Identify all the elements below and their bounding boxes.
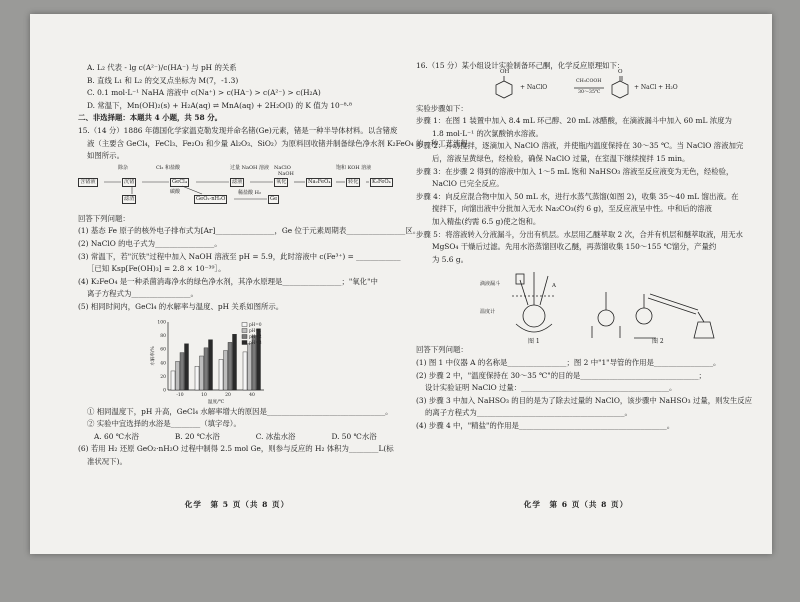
flow-box-residue: 滤渣 (124, 195, 135, 202)
bar (204, 347, 208, 389)
q15-intro-1: 15.（14 分）1886 年德国化学家温克勒发现并命名锗(Ge)元素，锗是一种半导体材料。以含锗废 (78, 125, 398, 135)
flow-label-naoh: 过量 NaOH 溶液 (230, 164, 269, 171)
legend-label: pH=3 (249, 339, 262, 345)
legend-label: pH=1 (249, 327, 262, 333)
flow-label-hydrolysis: 碳酸 (170, 188, 181, 195)
x-tick-label: 20 (225, 392, 231, 398)
flow-box-raw: 含锗液 (80, 178, 96, 185)
bar (243, 351, 247, 389)
y-tick-label: 80 (160, 333, 166, 339)
oh-group: OH (500, 68, 510, 75)
exam-sheet (30, 14, 772, 554)
flow-label-naclo: NaClO (274, 164, 291, 171)
flow-label-naoh2: NaOH (278, 170, 294, 177)
q14-option-a: A. L₂ 代表 - lg c(A²⁻)/c(HA⁻) 与 pH 的关系 (87, 63, 237, 72)
x-tick-label: -10 (176, 392, 184, 398)
bar (219, 359, 223, 390)
step-3b: NaClO 已完全反应。 (432, 179, 504, 189)
step-4c: 加入精盐(约需 6.5 g)使之饱和。 (432, 216, 541, 226)
legend-swatch (242, 334, 247, 338)
y-tick-label: 100 (157, 320, 166, 325)
bar (180, 352, 184, 389)
flow-box-ge: Ge (270, 195, 278, 202)
legend-label: pH=0 (249, 321, 262, 327)
q14-option-c: C. 0.1 mol·L⁻¹ NaHA 溶液中 c(Na⁺) > c(HA⁻) > c(A²⁻) > c(H₂A) (87, 88, 321, 98)
flow-box-k2feo4: K₂FeO₄ (372, 178, 391, 185)
y-tick-label: 60 (160, 347, 166, 353)
legend-swatch (242, 322, 247, 326)
legend-swatch (242, 340, 247, 344)
condition: 30～35℃ (578, 89, 601, 95)
reagent-naclo: + NaClO (520, 83, 548, 91)
q16-item-3: (3) 步骤 3 中加入 NaHSO₃ 的目的是为了除去过量的 NaClO，该步骤中 NaHSO₃ 过量，则发生反应 (416, 395, 753, 405)
bar (209, 339, 213, 389)
q15-item-3-ksp: ［已知 Ksp[Fe(OH)₃] = 2.8 × 10⁻³⁹］。 (87, 264, 226, 274)
step-4a: 步骤 4：向反应混合物中加入 50 mL 水，进行水蒸气蒸馏(如图 2)，收集 35～40 mL 馏出液。在 (416, 191, 739, 201)
bar (195, 366, 199, 390)
bar (228, 342, 232, 390)
q16-item-2-b: 设计实验证明 NaClO 过量：________________________________________。 (425, 383, 677, 393)
steps-title: 实验步骤如下： (416, 103, 468, 113)
step-2a: 步骤 2：开动搅拌，逐滴加入 NaClO 溶液，并使瓶内温度保持在 30～35 ℃。当 NaClO 溶液加完 (416, 141, 744, 151)
q15-sub-1: ① 相同温度下，pH 升高，GeCl₄ 水解率增大的原因是________________________________。 (87, 406, 393, 416)
q15-answer-prompt: 回答下列问题： (78, 213, 130, 223)
label-thermometer: 温度计 (480, 309, 496, 316)
q16-item-3-b: 的离子方程式为________________________________________。 (425, 408, 632, 418)
q15-item-4-eq: 离子方程式为________________。 (87, 289, 198, 299)
step-2b: 后，溶液呈黄绿色，经检验，确保 NaClO 过量，在室温下继续搅拌 15 min。 (432, 153, 690, 163)
reaction-structures (416, 73, 736, 103)
bar (233, 334, 237, 390)
products: + NaCl + H₂O (634, 83, 678, 91)
q15-item-2: (2) NaClO 的电子式为________________。 (78, 238, 222, 248)
choice-b: B. 20 ℃水浴 (174, 431, 220, 441)
y-axis-label: 水解率/% (151, 345, 156, 366)
flow-box-precip: 沉锗 (124, 178, 135, 185)
footer-page-6: 化学 第 6 页（共 8 页） (523, 500, 629, 509)
choice-a: A. 60 ℃水浴 (94, 431, 139, 441)
label-a: A (552, 283, 556, 290)
choice-d: D. 50 ℃水浴 (331, 431, 377, 441)
y-tick-label: 0 (163, 388, 166, 393)
step-4b: 搅拌下，向馏出液中分批加入无水 Na₂CO₃(约 6 g)，至反应液呈中性。中和后的溶液 (432, 204, 712, 214)
q15-item-6: (6) 若用 H₂ 还原 GeO₂·nH₂O 过程中制得 2.5 mol Ge，则参与反应的 H₂ 体积为________L(标 (78, 444, 394, 454)
label-funnel: 滴液漏斗 (480, 281, 501, 288)
q15-intro-2: 液（主要含 GeCl₄，FeCl₃、Fe₂O₃ 和少量 Al₂O₃、SiO₂）为原料回收锗并制备绿色净水剂 K₂FeO₄ 的一种工艺流程 (87, 138, 468, 148)
bar (176, 361, 180, 390)
bar (200, 356, 204, 390)
q16-answer-prompt: 回答下列问题： (416, 345, 468, 355)
q15-item-1: (1) 基态 Fe 原子的核外电子排布式为[Ar]________________，Ge 位于元素周期表________________区。 (78, 226, 421, 236)
bar (171, 370, 175, 389)
q16-item-4: (4) 步骤 4 中，"精盐"的作用是________________________________________。 (416, 420, 675, 430)
hydrolysis-bar-chart (148, 314, 318, 406)
flow-box-na2feo4: Na₂FeO₄ (308, 178, 331, 185)
step-5a: 步骤 5：将溶液转入分液漏斗，分出有机层。水层用乙醚萃取 2 次，合并有机层和醚萃取液，用无水 (416, 229, 743, 239)
x-tick-label: 40 (249, 392, 255, 398)
apparatus-figures (416, 266, 736, 344)
flow-label-impurity: 除杂 (118, 164, 129, 171)
q16-intro: 16.（15 分）某小组设计实验制备环己酮，化学反应原理如下： (416, 61, 625, 70)
q15-intro-3: 如图所示。 (87, 151, 124, 161)
process-flowchart (78, 165, 396, 209)
catalyst: CH₃COOH (576, 78, 602, 84)
q15-choices (78, 431, 396, 444)
q14-option-b: B. 直线 L₁ 和 L₂ 的交叉点坐标为 M(7，-1.3) (87, 75, 239, 85)
bar (248, 343, 252, 389)
x-axis-label: 温度/℃ (207, 399, 225, 405)
y-tick-label: 40 (160, 360, 166, 366)
flow-box-gecl4: GeCl₄ (172, 178, 187, 185)
flow-box-geo2: GeO₂·nH₂O (196, 195, 226, 202)
q15-sub-2: ② 实验中宜选择的水浴是________（填字母）。 (87, 419, 241, 429)
flow-label-cl2: Cl₂ 和盐酸 (156, 164, 181, 171)
q15-item-6-b: 准状况下)。 (87, 456, 127, 466)
bar (224, 350, 228, 389)
apparatus-drawing (416, 266, 736, 344)
flow-box-convert: 转化 (348, 178, 359, 185)
step-1b: 1.8 mol·L⁻¹ 的次氯酸钠水溶液。 (432, 128, 543, 138)
ketone-o: O (618, 68, 623, 75)
flow-box-oxidize: 氧化 (276, 178, 287, 185)
step-1a: 步骤 1：在图 1 装置中加入 8.4 mL 环己醇、20 mL 冰醋酸，在滴液漏斗中加入 60 mL 浓度为 (416, 116, 732, 126)
flow-box-filtrate: 滤液 (232, 178, 243, 185)
hydrolysis-chart (148, 314, 318, 406)
x-tick-label: 10 (201, 392, 207, 398)
q15-item-3: (3) 常温下，若"沉铁"过程中加入 NaOH 溶液至 pH = 5.9，此时溶液中 c(Fe³⁺) = ____________ (78, 251, 401, 261)
q15-item-5: (5) 相同时间内，GeCl₄ 的水解率与温度、pH 关系如图所示。 (78, 301, 284, 311)
step-3a: 步骤 3：在步骤 2 得到的溶液中加入 1～5 mL 饱和 NaHSO₃ 溶液至反应液变为无色，经检验， (416, 166, 734, 176)
choice-c: C. 冰盐水浴 (255, 431, 296, 441)
q16-item-2: (2) 步骤 2 中，"温度保持在 30～35 ℃"的目的是________________________________； (416, 370, 706, 380)
step-5b: MgSO₄ 干燥后过滤。先用水浴蒸馏回收乙醚，再蒸馏收集 150～155 ℃馏分，产量约 (432, 242, 717, 252)
y-tick-label: 20 (160, 374, 166, 380)
footer-page-5: 化学 第 5 页（共 8 页） (184, 500, 290, 509)
bar (185, 343, 189, 389)
q14-option-d: D. 常温下，Mn(OH)₂(s) + H₂A(aq) ⇌ MnA(aq) + 2H₂O(l) 的 K 值为 10⁻⁸·⁸ (87, 100, 352, 110)
flow-arrows (78, 165, 396, 209)
caption-fig2: 图 2 (652, 338, 664, 346)
section-title: 二、非选择题：本题共 4 小题，共 58 分。 (78, 113, 222, 123)
flow-label-h2: 稀盐酸 H₂ (238, 189, 261, 196)
step-5c: 为 5.6 g。 (432, 254, 468, 264)
legend-label: pH=2 (249, 333, 262, 339)
page-6 (416, 14, 753, 600)
legend-swatch (242, 328, 247, 332)
reaction-equation (416, 68, 736, 103)
flow-label-koh: 饱和 KOH 溶液 (336, 164, 372, 171)
q16-item-1: (1) 图 1 中仪器 A 的名称是________________；图 2 中"1"导管的作用是________________。 (416, 357, 721, 367)
q15-item-4: (4) K₂FeO₄ 是一种杀菌消毒净水的绿色净水剂，其净水原理是________________；"氧化"中 (78, 276, 378, 286)
caption-fig1: 图 1 (528, 338, 540, 346)
